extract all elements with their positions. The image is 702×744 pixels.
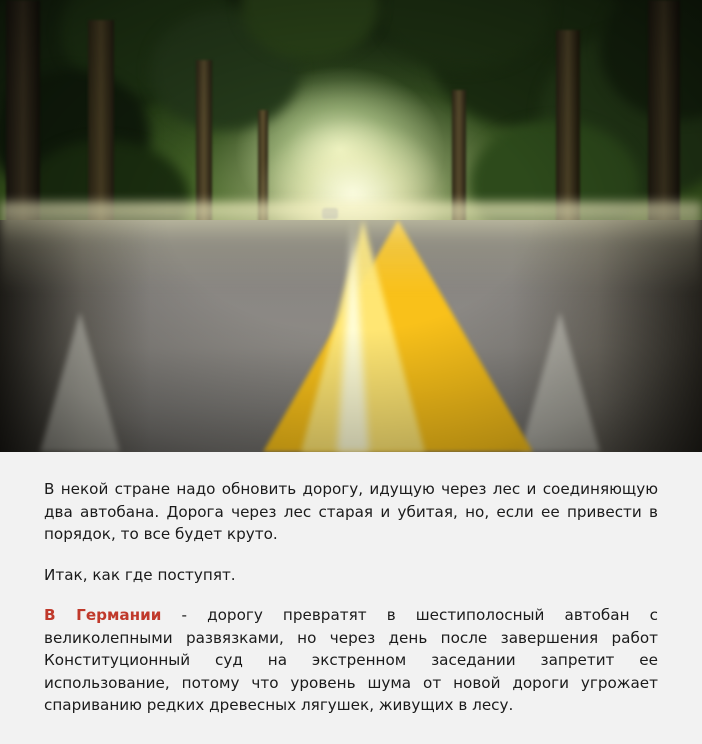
caption-block: [0, 452, 702, 744]
caption-paragraph-3: [44, 604, 658, 717]
country-highlight: В Германии: [44, 606, 162, 624]
caption-paragraph-3-text: - дорогу превратят в шестиполосный автобан с великолепными развязками, но через день после завершения работ Конституционный суд на экстренном заседании запретит ее использование, потому что уровень шума от новой дороги угрожает спариванию редких древесных лягушек, живущих в лесу.: [44, 606, 658, 714]
caption-paragraph-1: В некой стране надо обновить дорогу, идущую через лес и соединяющую два автобана. Дорога через лес старая и убитая, но, если ее привести в порядок, то все будет круто.: [44, 480, 658, 543]
caption-paragraph-2: Итак, как где поступят.: [44, 565, 236, 584]
